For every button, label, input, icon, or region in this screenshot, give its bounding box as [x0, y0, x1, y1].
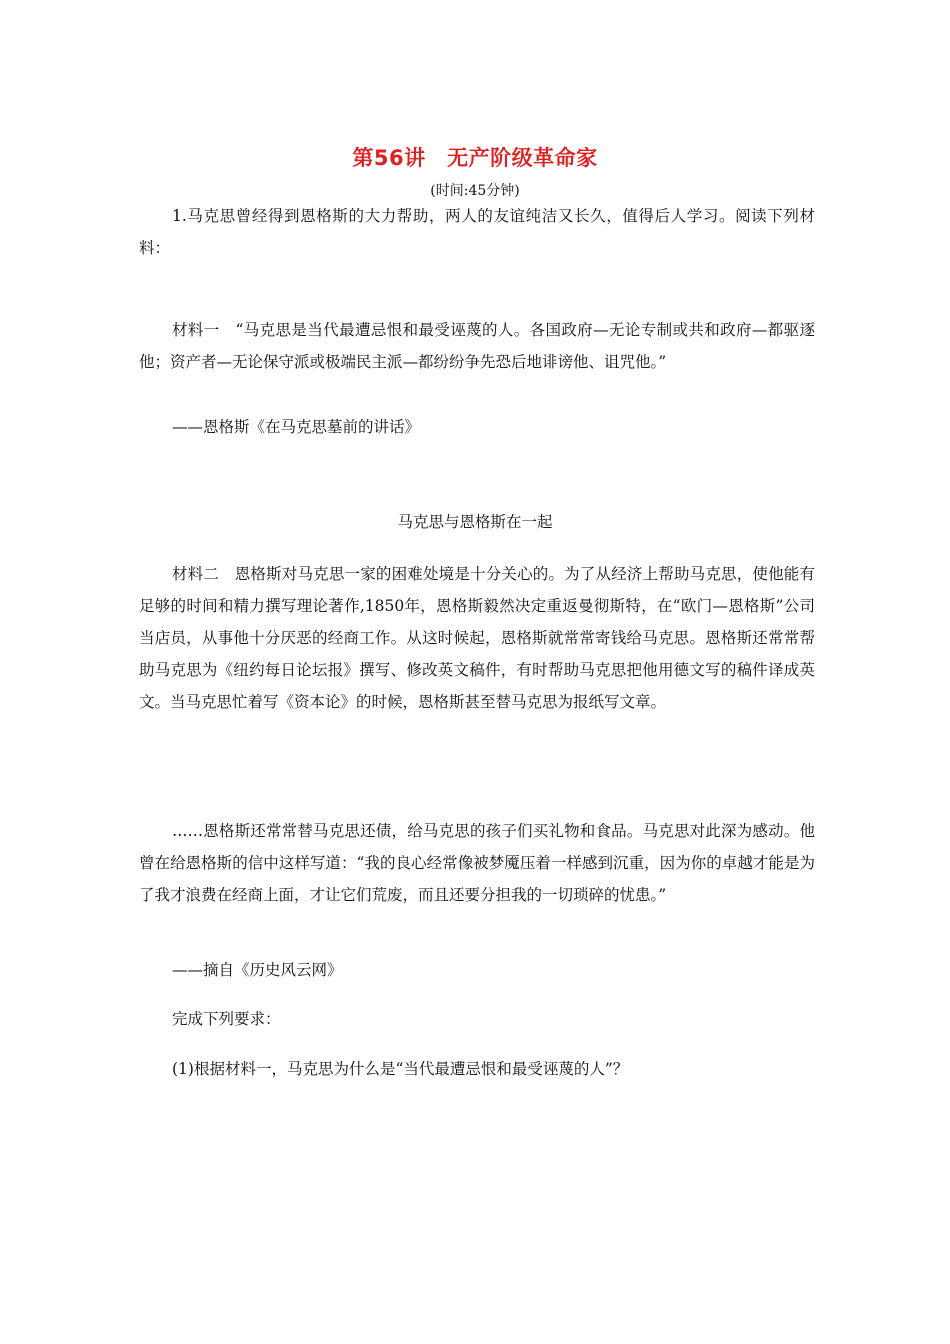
- material-two-continued: ……恩格斯还常常替马克思还债，给马克思的孩子们买礼物和食品。马克思对此深为感动。他曾在给恩格斯的信中这样写道：“我的良心经常像被梦魇压着一样感到沉重，因为你的卓越才能是为了我才浪费在经商上面，才让它们荒废，而且还要分担我的一切琐碎的忧患。”: [139, 822, 815, 904]
- question-one: (1)根据材料一，马克思为什么是“当代最遭忌恨和最受诬蔑的人”？: [172, 1060, 629, 1078]
- page-title: 第56讲 无产阶级革命家: [352, 146, 598, 170]
- task-intro: 完成下列要求：: [172, 1010, 281, 1028]
- time-limit: (时间:45分钟): [430, 183, 520, 199]
- material-two-source: ——摘自《历史风云网》: [172, 961, 343, 979]
- material-one-source: ——恩格斯《在马克思墓前的讲话》: [172, 418, 421, 436]
- material-one: 材料一 “马克思是当代最遭忌恨和最受诬蔑的人。各国政府—无论专制或共和政府—都驱逐他；资产者—无论保守派或极端民主派—都纷纷争先恐后地诽谤他、诅咒他。”: [139, 321, 815, 371]
- question-intro: 1.马克思曾经得到恩格斯的大力帮助，两人的友谊纯洁又长久，值得后人学习。阅读下列材料：: [139, 207, 815, 257]
- material-two: 材料二 恩格斯对马克思一家的困难处境是十分关心的。为了从经济上帮助马克思，使他能有足够的时间和精力撰写理论著作,1850年，恩格斯毅然决定重返曼彻斯特，在“欧门—恩格斯”公司当店员，从事他十分厌恶的经商工作。从这时候起，恩格斯就常常寄钱给马克思。恩格斯还常常帮助马克思为《纽约每日论坛报》撰写、修改英文稿件，有时帮助马克思把他用德文写的稿件译成英文。当马克思忙着写《资本论》的时候，恩格斯甚至替马克思为报纸写文章。: [139, 565, 815, 711]
- image-caption: 马克思与恩格斯在一起: [397, 513, 553, 531]
